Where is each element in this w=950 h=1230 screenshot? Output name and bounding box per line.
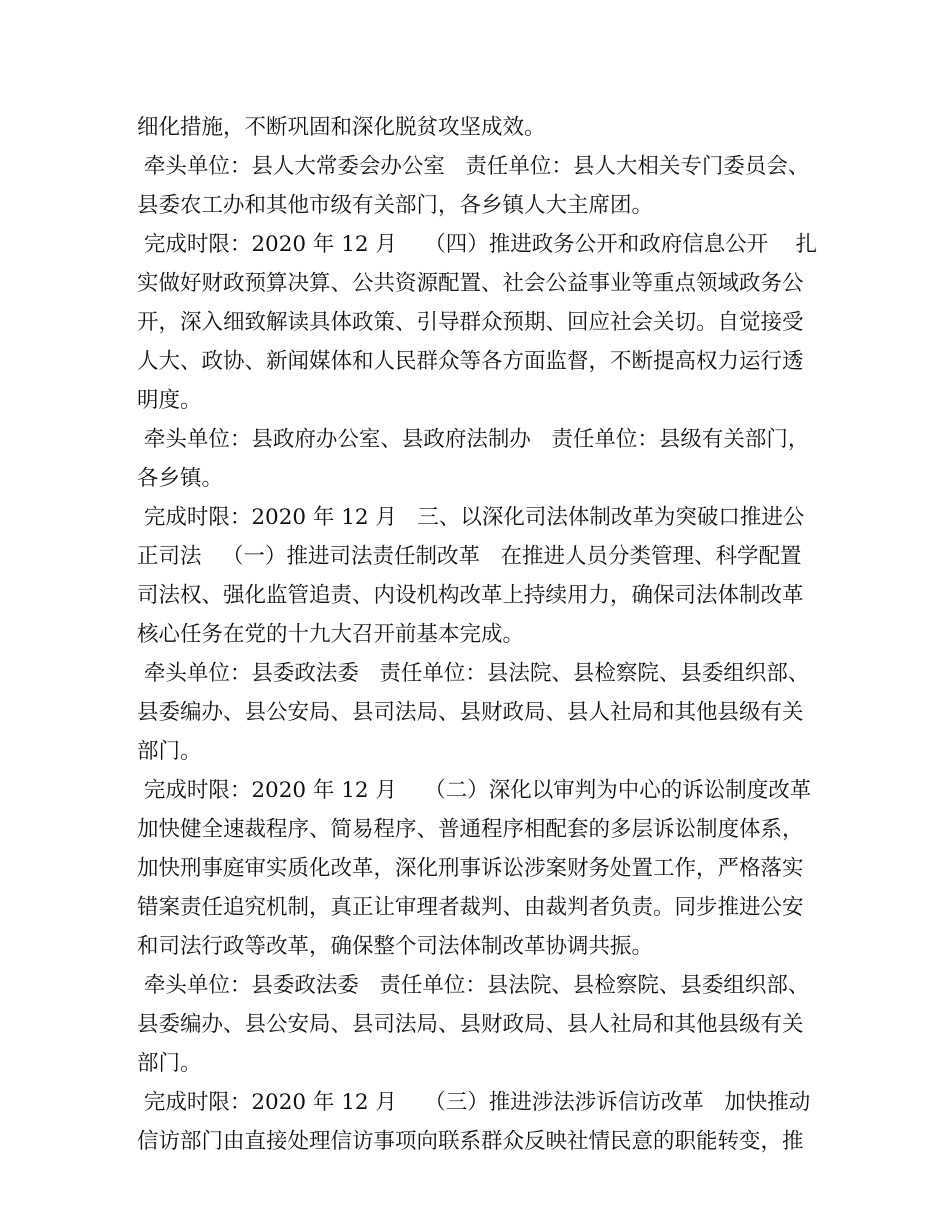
- text-line-9: 牵头单位：县政府办公室、县政府法制办 责任单位：县级有关部门，: [137, 427, 810, 452]
- text-line-7: 人大、政协、新闻媒体和人民群众等各方面监督，不断提高权力运行透: [137, 349, 804, 374]
- text-line-23: 牵头单位：县委政法委 责任单位：县法院、县检察院、县委组织部、: [137, 973, 810, 998]
- text-line-18: 完成时限：2020 年 12 月 （二）深化以审判为中心的诉讼制度改革: [137, 778, 812, 803]
- text-line-16: 县委编办、县公安局、县司法局、县财政局、县人社局和其他县级有关: [137, 700, 804, 725]
- text-line-15: 牵头单位：县委政法委 责任单位：县法院、县检察院、县委组织部、: [137, 661, 810, 686]
- text-line-3: 县委农工办和其他市级有关部门，各乡镇人大主席团。: [137, 193, 654, 218]
- text-line-17: 部门。: [137, 739, 202, 764]
- text-line-14: 核心任务在党的十九大召开前基本完成。: [137, 622, 525, 647]
- text-line-11: 完成时限：2020 年 12 月 三、以深化司法体制改革为突破口推进公: [137, 505, 805, 530]
- text-line-25: 部门。: [137, 1051, 202, 1076]
- text-line-8: 明度。: [137, 388, 202, 413]
- document-body: [137, 108, 827, 1161]
- text-line-6: 开，深入细致解读具体政策、引导群众预期、回应社会关切。自觉接受: [137, 310, 804, 335]
- text-line-21: 错案责任追究机制，真正让审理者裁判、由裁判者负责。同步推进公安: [137, 895, 804, 920]
- text-line-22: 和司法行政等改革，确保整个司法体制改革协调共振。: [137, 934, 654, 959]
- text-line-12: 正司法 （一）推进司法责任制改革 在推进人员分类管理、科学配置: [137, 544, 802, 569]
- text-line-20: 加快刑事庭审实质化改革，深化刑事诉讼涉案财务处置工作，严格落实: [137, 856, 804, 881]
- text-line-1: 细化措施，不断巩固和深化脱贫攻坚成效。: [137, 115, 546, 140]
- text-line-26: 完成时限：2020 年 12 月 （三）推进涉法涉诉信访改革 加快推动: [137, 1090, 811, 1115]
- text-line-13: 司法权、强化监管追责、内设机构改革上持续用力，确保司法体制改革: [137, 583, 804, 608]
- text-line-2: 牵头单位：县人大常委会办公室 责任单位：县人大相关专门委员会、: [137, 154, 810, 179]
- text-line-19: 加快健全速裁程序、简易程序、普通程序相配套的多层诉讼制度体系，: [137, 817, 804, 842]
- text-line-4: 完成时限：2020 年 12 月 （四）推进政务公开和政府信息公开 扎: [137, 232, 818, 257]
- text-line-10: 各乡镇。: [137, 466, 224, 491]
- text-line-27: 信访部门由直接处理信访事项向联系群众反映社情民意的职能转变，推: [137, 1129, 804, 1154]
- text-line-5: 实做好财政预算决算、公共资源配置、社会公益事业等重点领域政务公: [137, 271, 804, 296]
- text-line-24: 县委编办、县公安局、县司法局、县财政局、县人社局和其他县级有关: [137, 1012, 804, 1037]
